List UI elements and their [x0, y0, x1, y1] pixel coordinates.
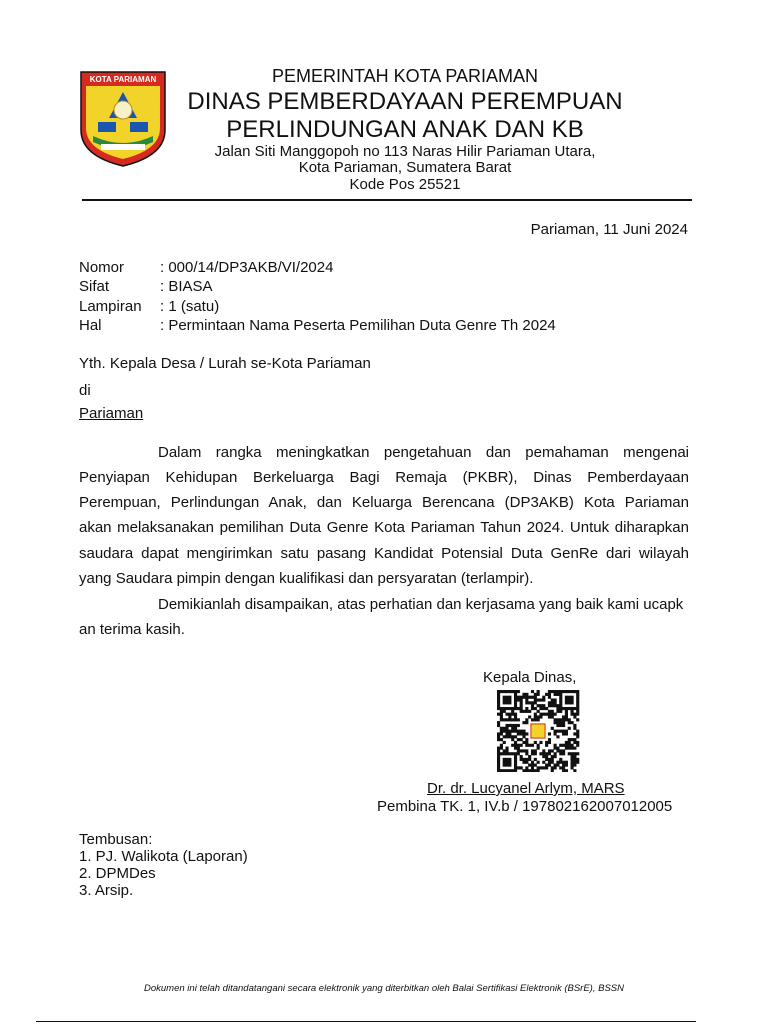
- cc-item: 3. Arsip.: [79, 882, 134, 899]
- footer-divider: [36, 1021, 696, 1022]
- address-line1: Jalan Siti Manggopoh no 113 Naras Hilir Pariaman Utara,: [214, 143, 596, 160]
- body-p2-line2: an terima kasih.: [79, 621, 185, 638]
- address-line3: Kode Pos 25521: [349, 176, 461, 193]
- department-title-line1: DINAS PEMBERDAYAAN PEREMPUAN: [187, 88, 623, 115]
- meta-value-lampiran: : 1 (satu): [160, 298, 220, 315]
- body-p1-line4: akan melaksanakan pemilihan Duta Genre Kota Pariaman Tahun 2024. Untuk diharapkan: [79, 519, 689, 536]
- meta-value-sifat: : BIASA: [160, 278, 213, 295]
- signature-title: Kepala Dinas,: [483, 669, 577, 686]
- signer-rank-nip: Pembina TK. 1, IV.b / 197802162007012005: [377, 798, 673, 815]
- body-p1-line2: Penyiapan Kehidupan Berkeluarga Bagi Remaja (PKBR), Dinas Pemberdayaan: [79, 469, 689, 486]
- cc-heading: Tembusan:: [79, 831, 153, 848]
- svg-text:KOTA PARIAMAN: KOTA PARIAMAN: [89, 75, 157, 84]
- place-date: Pariaman, 11 Juni 2024: [530, 221, 688, 238]
- recipient-city: Pariaman: [79, 405, 144, 422]
- meta-value-nomor: : 000/14/DP3AKB/VI/2024: [160, 259, 334, 276]
- cc-item: 2. DPMDes: [79, 865, 156, 882]
- agency-name: PEMERINTAH KOTA PARIAMAN: [271, 66, 539, 86]
- signer-name: Dr. dr. Lucyanel Arlym, MARS: [427, 780, 625, 797]
- meta-label-hal: Hal: [79, 317, 102, 334]
- address-line2: Kota Pariaman, Sumatera Barat: [298, 159, 512, 176]
- cc-item: 1. PJ. Walikota (Laporan): [79, 848, 248, 865]
- signature-qr-code: [494, 690, 582, 772]
- e-signature-footer-note: Dokumen ini telah ditandatangani secara elektronik yang diterbitkan oleh Balai Sertifikasi Elektronik (BSrE), BSSN: [144, 983, 624, 994]
- meta-value-hal: : Permintaan Nama Peserta Pemilihan Duta Genre Th 2024: [160, 317, 556, 334]
- meta-label-nomor: Nomor: [79, 259, 125, 276]
- recipient-line2: di: [79, 382, 91, 399]
- meta-label-sifat: Sifat: [79, 278, 110, 295]
- body-p1-line1: Dalam rangka meningkatkan pengetahuan dan pemahaman mengenai: [158, 444, 689, 461]
- body-p1-line6: yang Saudara pimpin dengan kualifikasi dan persyaratan (terlampir).: [79, 570, 534, 587]
- header-divider: [82, 199, 692, 201]
- body-p1-line3: Perempuan, Perlindungan Anak, dan Keluarga Berencana (DP3AKB) Kota Pariaman: [79, 494, 689, 511]
- recipient-line1: Yth. Kepala Desa / Lurah se-Kota Pariaman: [79, 355, 371, 372]
- department-title-line2: PERLINDUNGAN ANAK DAN KB: [226, 116, 584, 143]
- body-p1-line5: saudara dapat mengirimkan satu pasang Kandidat Potensial Duta GenRe dari wilayah: [79, 545, 689, 562]
- body-p2-line1: Demikianlah disampaikan, atas perhatian dan kerjasama yang baik kami ucapk: [158, 596, 684, 613]
- meta-label-lampiran: Lampiran: [79, 298, 142, 315]
